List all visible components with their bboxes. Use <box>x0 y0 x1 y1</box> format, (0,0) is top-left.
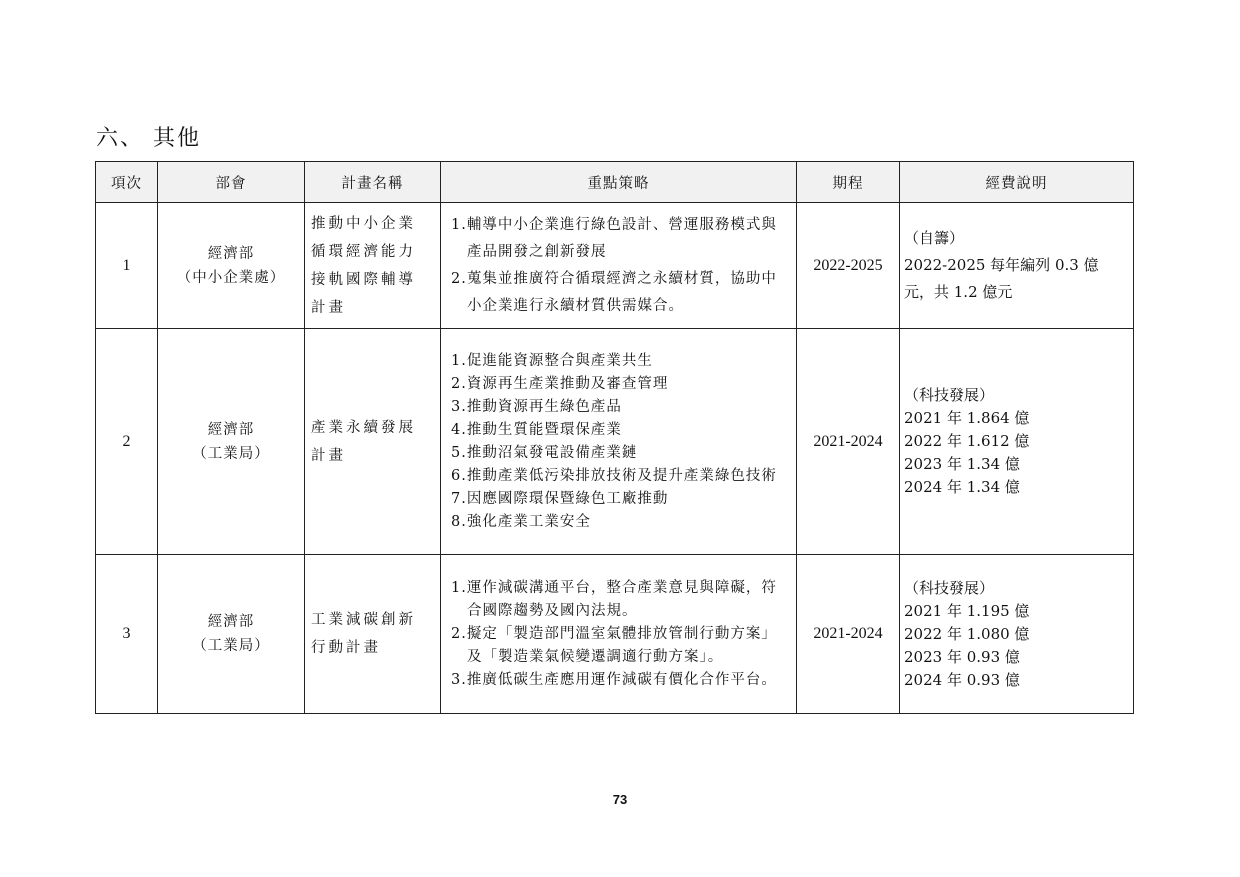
department-line: （工業局） <box>192 638 270 654</box>
department <box>158 329 305 555</box>
budget-line: （自籌） <box>904 229 965 247</box>
plan-name <box>305 329 441 555</box>
budget-line: （科技發展） <box>904 578 995 597</box>
plan-name-line: 接軌國際輔導 <box>311 271 416 288</box>
department <box>158 555 305 714</box>
budget <box>900 203 1134 329</box>
key-strategies <box>441 555 797 714</box>
plan-name <box>305 203 441 329</box>
strategy-item: 6.推動產業低污染排放技術及提升產業綠色技術 <box>451 467 777 484</box>
key-strategies <box>441 329 797 555</box>
strategy-item: 1.促進能資源整合與產業共生 <box>451 352 653 369</box>
strategy-item: 1.運作減碳溝通平台，整合產業意見與障礙，符合國際趨勢及國內法規。 <box>451 579 777 619</box>
department <box>158 203 305 329</box>
page-number: 73 <box>612 792 628 807</box>
budget-line: 2022-2025 每年編列 0.3 億元，共 1.2 億元 <box>904 256 1099 301</box>
strategy-item: 8.強化產業工業安全 <box>451 513 591 530</box>
strategy-item: 7.因應國際環保暨綠色工廠推動 <box>451 490 669 507</box>
budget-line: 2023 年 0.93 億 <box>904 647 1020 666</box>
budget-line: 2021 年 1.195 億 <box>904 601 1030 620</box>
strategy-item: 4.推動生質能暨環保產業 <box>451 421 622 438</box>
table-row <box>96 203 1134 329</box>
header-item-no: 項次 <box>96 162 158 203</box>
budget <box>900 329 1134 555</box>
plan-name <box>305 555 441 714</box>
plan-name-line: 推動中小企業 <box>311 215 416 232</box>
strategy-item: 5.推動沼氣發電設備產業鏈 <box>451 444 638 461</box>
department-line: 經濟部 <box>207 614 255 630</box>
strategy-item: 2.蒐集並推廣符合循環經濟之永續材質，協助中小企業進行永續材質供需媒合。 <box>451 270 777 314</box>
table-header-row <box>96 162 1134 203</box>
table-row <box>96 329 1134 555</box>
period: 2021-2024 <box>797 329 900 555</box>
plan-name-line: 計畫 <box>311 447 346 464</box>
budget-line: 2021 年 1.864 億 <box>904 409 1030 427</box>
plan-name-line: 產業永續發展 <box>311 419 416 436</box>
key-strategies <box>441 203 797 329</box>
strategy-item: 1.輔導中小企業進行綠色設計、營運服務模式與產品開發之創新發展 <box>451 216 777 260</box>
strategy-item: 3.推廣低碳生產應用運作減碳有價化合作平台。 <box>451 671 777 688</box>
plan-name-line: 計畫 <box>311 299 346 316</box>
budget-line: 2024 年 0.93 億 <box>904 670 1020 689</box>
department-line: （工業局） <box>192 445 270 462</box>
header-key-strategies: 重點策略 <box>441 162 797 203</box>
budget-line: 2022 年 1.612 億 <box>904 432 1030 450</box>
item-no: 2 <box>96 329 158 555</box>
plan-name-line: 工業減碳創新 <box>311 612 416 628</box>
budget-line: 2023 年 1.34 億 <box>904 455 1020 473</box>
budget-line: 2022 年 1.080 億 <box>904 624 1030 643</box>
strategy-item: 2.資源再生產業推動及審查管理 <box>451 375 669 392</box>
header-plan-name: 計畫名稱 <box>305 162 441 203</box>
header-period: 期程 <box>797 162 900 203</box>
plan-name-line: 行動計畫 <box>311 640 381 656</box>
header-department: 部會 <box>158 162 305 203</box>
period: 2021-2024 <box>797 555 900 714</box>
strategy-item: 2.擬定「製造部門溫室氣體排放管制行動方案」及「製造業氣候變遷調適行動方案」。 <box>451 625 777 665</box>
plans-table <box>95 161 1134 714</box>
item-no: 3 <box>96 555 158 714</box>
budget <box>900 555 1134 714</box>
table-row <box>96 555 1134 714</box>
section-heading: 六、 其他 <box>96 126 201 151</box>
strategy-item: 3.推動資源再生綠色產品 <box>451 398 622 415</box>
header-budget: 經費說明 <box>900 162 1134 203</box>
department-line: 經濟部 <box>207 421 255 438</box>
plan-name-line: 循環經濟能力 <box>311 243 416 260</box>
item-no: 1 <box>96 203 158 329</box>
budget-line: 2024 年 1.34 億 <box>904 478 1020 496</box>
budget-line: （科技發展） <box>904 386 995 404</box>
department-line: （中小企業處） <box>176 269 286 286</box>
department-line: 經濟部 <box>207 245 255 262</box>
period: 2022-2025 <box>797 203 900 329</box>
